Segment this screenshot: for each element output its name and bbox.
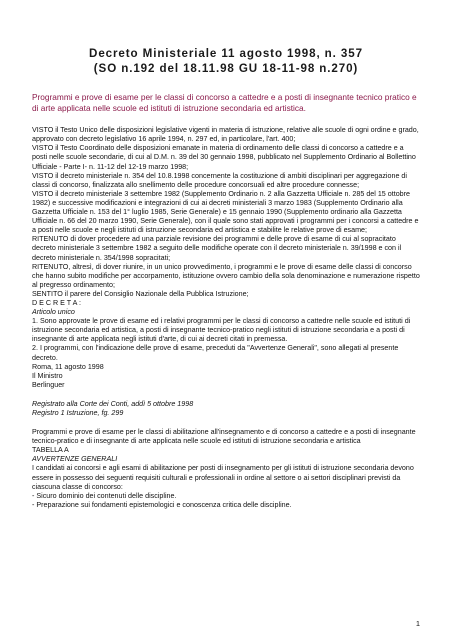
annex-table-label: TABELLA A — [32, 446, 69, 455]
body-minister-label: Il Ministro — [32, 371, 63, 380]
body-paragraph-comma-1: 1. Sono approvate le prove di esame ed i relativi programmi per le classi di concorso a cattedre nelle scuole ed istituti di istruzione secondaria ed artistica, a posti di insegnante tecnico-pratico negli istituti di istruzione secondaria e a posti di insegnante di arte applicata negli istituti d'arte, di cui ai decreti citati in premessa. — [32, 317, 411, 344]
registration-line-1: Registrato alla Corte dei Conti, addì 5 ottobre 1998 — [32, 399, 194, 408]
body-paragraph-ritenuto-revisione: RITENUTO di dover procedere ad una parziale revisione dei programmi e delle prove di esame di cui al sopracitato decreto ministeriale 3 settembre 1982 a seguito delle modifiche operate con il decreto ministeriale n. 39/1998 e con il decreto ministeriale n. 354/1998 sopracitati; — [32, 235, 402, 262]
document-title-line-1: Decreto Ministeriale 11 agosto 1998, n. 357 — [89, 47, 363, 60]
body-paragraph-visto-testo-unico: VISTO il Testo Unico delle disposizioni legislative vigenti in materia di istruzione, relative alle scuole di ogni ordine e grado, approvato con decreto legislativo 16 aprile 1994, n. 297 ed, in particolare, l'art. 400; — [32, 126, 419, 144]
body-paragraph-visto-dm-354: VISTO il decreto ministeriale n. 354 del 10.8.1998 concernente la costituzione di ambiti disciplinari per aggregazione di classi di concorso, finalizzata allo snellimento delle procedure concorsuali ed altre procedure connesse; — [32, 171, 407, 189]
body-minister-name: Berlinguer — [32, 380, 65, 389]
annex-heading-avvertenze: AVVERTENZE GENERALI — [32, 455, 118, 464]
page-number: 1 — [415, 618, 420, 628]
body-heading-articolo-unico: Articolo unico — [32, 308, 75, 317]
body-paragraph-comma-2: 2. I programmi, con l'indicazione delle prove di esame, preceduti da "Avvertenze Generali", sono allegati al presente decreto. — [32, 344, 399, 362]
registration-line-2: Registro 1 Istruzione, fg. 299 — [32, 409, 124, 417]
body-paragraph-sentito: SENTITO il parere del Consiglio Nazionale della Pubblica Istruzione; — [32, 289, 249, 298]
annex-intro: Programmi e prove di esame per le classi di abilitazione all'insegnamento e di concorso a cattedre e a posti di insegnante tecnico-pratico e di insegnante di arte applicata nelle scuole ed istituti di istruzione secondaria e artistica — [32, 428, 416, 446]
decree-body — [32, 126, 420, 390]
body-paragraph-ritenuto-riunire: RITENUTO, altresì, di dover riunire, in un unico provvedimento, i programmi e le prove di esame delle classi di concorso che hanno subito modifiche per accorpamento, istituzione ovvero cambio della sola denominazione e numerazione rispetto al pregresso ordinamento; — [32, 262, 420, 289]
document-subtitle: Programmi e prove di esame per le classi di concorso a cattedre e a posti di insegnante tecnico pratico e di arte applicata nelle scuole ed istituti di istruzione secondaria ed artistica. — [32, 92, 417, 113]
document-title-line-2: (SO n.192 del 18.11.98 GU 18-11-98 n.270) — [93, 62, 359, 75]
annex-paragraph-requisiti: I candidati ai concorsi e agli esami di abilitazione per posti di insegnamento per gli istituti di istruzione secondaria devono essere in possesso dei seguenti requisiti culturali e professionali in ordine al settore o ai settori disciplinari previsti da ciascuna classe di concorso: — [32, 464, 414, 491]
body-paragraph-visto-testo-coordinato: VISTO il Testo Coordinato delle disposizioni emanate in materia di ordinamento delle classi di concorso a cattedre e a posti nelle scuole secondarie, di cui al D.M. n. 39 del 30 gennaio 1998, pubblicato nel Supplemento Ordinario al Bollettino Ufficiale - Parte I- n. 11-12 del 12-19 marzo 1998; — [32, 144, 416, 171]
registration-note — [32, 400, 420, 418]
body-paragraph-decreta: D E C R E T A : — [32, 298, 81, 307]
document-title — [32, 46, 420, 76]
body-date-place: Roma, 11 agosto 1998 — [32, 362, 104, 371]
annex-list-item: - Sicuro dominio dei contenuti delle discipline. — [32, 491, 177, 500]
annex-section — [32, 428, 420, 510]
body-paragraph-visto-dm-1982: VISTO il decreto ministeriale 3 settembre 1982 (Supplemento Ordinario n. 2 alla Gazzetta Ufficiale n. 285 del 15 ottobre 1982) e successive modificazioni e integrazioni di cui ai decreti ministeriali 3 marzo 1983 (Supplemento Ordinario alla Gazzetta Ufficiale n. 153 del 1° luglio 1985, Serie Generale) e 15 gennaio 1990 (Supplemento ordinario alla Gazzetta Ufficiale n. 66 del 20 marzo 1990, Serie Generale), con il quale sono stati approvati i programmi per i concorsi a cattedre e a posti nelle scuole e negli istituti di istruzione secondaria ed artistica e stabilite le relative prove di esame; — [32, 189, 419, 235]
annex-list-item: - Preparazione sui fondamenti epistemologici e conoscenza critica delle discipline. — [32, 500, 292, 509]
